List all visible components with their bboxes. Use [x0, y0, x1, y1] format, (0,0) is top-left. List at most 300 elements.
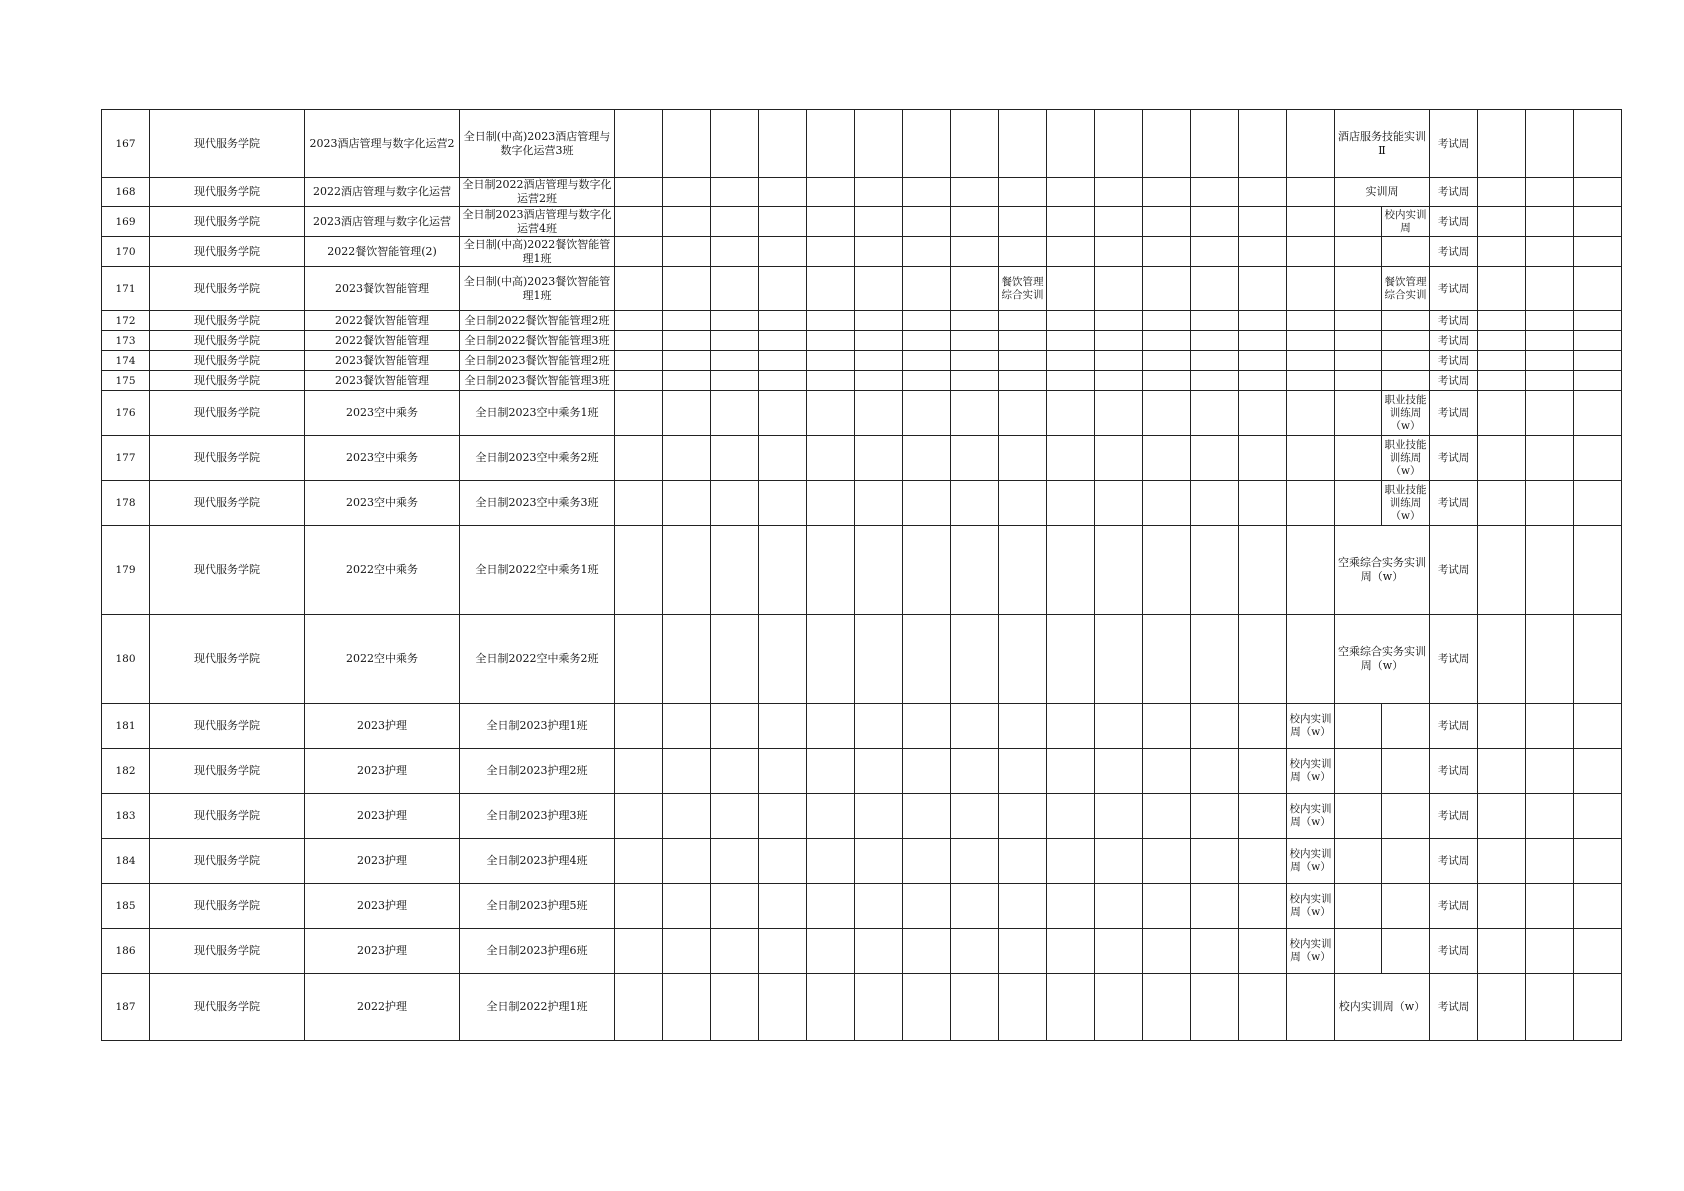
row-number-cell: 167 — [102, 110, 150, 178]
week-6-cell — [855, 615, 903, 704]
week-7-cell — [903, 974, 951, 1041]
college-cell: 现代服务学院 — [150, 237, 305, 267]
week-5-cell — [807, 526, 855, 615]
week-15-cell: 校内实训周（w） — [1287, 839, 1335, 884]
row-number-cell: 180 — [102, 615, 150, 704]
tail-cell-3 — [1574, 436, 1622, 481]
tail-cell-2 — [1526, 391, 1574, 436]
week-3-cell — [711, 237, 759, 267]
week-10-cell — [1047, 311, 1095, 331]
tail-cell-1 — [1478, 267, 1526, 311]
tail-cell-1 — [1478, 311, 1526, 331]
week-9-cell — [999, 749, 1047, 794]
week-8-cell — [951, 526, 999, 615]
exam-week-cell: 考试周 — [1430, 436, 1478, 481]
table-row — [102, 884, 1622, 929]
week-8-cell — [951, 839, 999, 884]
week-13-cell — [1191, 615, 1239, 704]
week-13-cell — [1191, 351, 1239, 371]
week-11-cell — [1095, 436, 1143, 481]
week-2-cell — [663, 178, 711, 207]
college-cell: 现代服务学院 — [150, 615, 305, 704]
practice-cell-b: 校内实训周 — [1382, 207, 1430, 237]
tail-cell-2 — [1526, 267, 1574, 311]
week-7-cell — [903, 704, 951, 749]
tail-cell-1 — [1478, 884, 1526, 929]
week-2-cell — [663, 794, 711, 839]
week-13-cell — [1191, 526, 1239, 615]
week-1-cell — [615, 526, 663, 615]
tail-cell-2 — [1526, 371, 1574, 391]
week-4-cell — [759, 839, 807, 884]
week-15-cell — [1287, 311, 1335, 331]
week-1-cell — [615, 615, 663, 704]
class-cell: 全日制2022空中乘务2班 — [460, 615, 615, 704]
tail-cell-2 — [1526, 351, 1574, 371]
tail-cell-3 — [1574, 331, 1622, 351]
college-cell: 现代服务学院 — [150, 839, 305, 884]
week-2-cell — [663, 436, 711, 481]
major-cell: 2023酒店管理与数字化运营2 — [305, 110, 460, 178]
practice-cell-b: 职业技能训练周（w） — [1382, 436, 1430, 481]
practice-cell-a — [1335, 207, 1382, 237]
week-9-cell — [999, 929, 1047, 974]
week-7-cell — [903, 110, 951, 178]
week-15-cell: 校内实训周（w） — [1287, 929, 1335, 974]
week-5-cell — [807, 974, 855, 1041]
tail-cell-2 — [1526, 749, 1574, 794]
week-10-cell — [1047, 839, 1095, 884]
week-4-cell — [759, 615, 807, 704]
practice-cell-a — [1335, 481, 1382, 526]
week-12-cell — [1143, 884, 1191, 929]
week-1-cell — [615, 436, 663, 481]
tail-cell-1 — [1478, 974, 1526, 1041]
row-number-cell: 174 — [102, 351, 150, 371]
week-6-cell — [855, 237, 903, 267]
week-5-cell — [807, 311, 855, 331]
tail-cell-3 — [1574, 311, 1622, 331]
week-13-cell — [1191, 391, 1239, 436]
week-10-cell — [1047, 237, 1095, 267]
week-8-cell — [951, 331, 999, 351]
week-11-cell — [1095, 178, 1143, 207]
week-12-cell — [1143, 749, 1191, 794]
week-7-cell — [903, 749, 951, 794]
week-5-cell — [807, 794, 855, 839]
class-cell: 全日制2023护理2班 — [460, 749, 615, 794]
row-number-cell: 170 — [102, 237, 150, 267]
class-cell: 全日制2023护理6班 — [460, 929, 615, 974]
week-8-cell — [951, 929, 999, 974]
week-8-cell — [951, 794, 999, 839]
week-6-cell — [855, 884, 903, 929]
week-6-cell — [855, 929, 903, 974]
row-number-cell: 181 — [102, 704, 150, 749]
week-15-cell: 校内实训周（w） — [1287, 749, 1335, 794]
row-number-cell: 169 — [102, 207, 150, 237]
exam-week-cell: 考试周 — [1430, 749, 1478, 794]
week-11-cell — [1095, 351, 1143, 371]
practice-cell-b — [1382, 331, 1430, 351]
table-row — [102, 974, 1622, 1041]
tail-cell-3 — [1574, 704, 1622, 749]
row-number-cell: 184 — [102, 839, 150, 884]
week-4-cell — [759, 794, 807, 839]
week-13-cell — [1191, 794, 1239, 839]
week-4-cell — [759, 351, 807, 371]
week-12-cell — [1143, 207, 1191, 237]
major-cell: 2023餐饮智能管理 — [305, 371, 460, 391]
week-11-cell — [1095, 331, 1143, 351]
tail-cell-3 — [1574, 794, 1622, 839]
week-14-cell — [1239, 391, 1287, 436]
exam-week-cell: 考试周 — [1430, 615, 1478, 704]
week-3-cell — [711, 974, 759, 1041]
class-cell: 全日制2023酒店管理与数字化运营4班 — [460, 207, 615, 237]
week-1-cell — [615, 749, 663, 794]
table-row — [102, 267, 1622, 311]
week-11-cell — [1095, 704, 1143, 749]
exam-week-cell: 考试周 — [1430, 207, 1478, 237]
major-cell: 2023餐饮智能管理 — [305, 351, 460, 371]
college-cell: 现代服务学院 — [150, 371, 305, 391]
week-4-cell — [759, 267, 807, 311]
week-3-cell — [711, 110, 759, 178]
class-cell: 全日制(中高)2023餐饮智能管理1班 — [460, 267, 615, 311]
week-14-cell — [1239, 884, 1287, 929]
week-4-cell — [759, 110, 807, 178]
tail-cell-1 — [1478, 839, 1526, 884]
week-4-cell — [759, 749, 807, 794]
week-13-cell — [1191, 704, 1239, 749]
row-number-cell: 168 — [102, 178, 150, 207]
tail-cell-2 — [1526, 526, 1574, 615]
week-6-cell — [855, 436, 903, 481]
week-15-cell — [1287, 207, 1335, 237]
week-2-cell — [663, 110, 711, 178]
week-10-cell — [1047, 267, 1095, 311]
practice-cell-a — [1335, 237, 1382, 267]
practice-cell: 校内实训周（w） — [1335, 974, 1430, 1041]
week-10-cell — [1047, 351, 1095, 371]
week-3-cell — [711, 331, 759, 351]
table-row — [102, 110, 1622, 178]
major-cell: 2023护理 — [305, 749, 460, 794]
week-4-cell — [759, 371, 807, 391]
table-row — [102, 526, 1622, 615]
table-row — [102, 237, 1622, 267]
tail-cell-2 — [1526, 615, 1574, 704]
exam-week-cell: 考试周 — [1430, 839, 1478, 884]
week-12-cell — [1143, 615, 1191, 704]
week-13-cell — [1191, 267, 1239, 311]
week-4-cell — [759, 481, 807, 526]
practice-cell: 空乘综合实务实训周（w） — [1335, 526, 1430, 615]
week-15-cell — [1287, 371, 1335, 391]
week-3-cell — [711, 371, 759, 391]
week-1-cell — [615, 391, 663, 436]
week-1-cell — [615, 178, 663, 207]
tail-cell-2 — [1526, 331, 1574, 351]
week-6-cell — [855, 526, 903, 615]
week-6-cell — [855, 207, 903, 237]
week-14-cell — [1239, 615, 1287, 704]
week-11-cell — [1095, 481, 1143, 526]
week-15-cell — [1287, 974, 1335, 1041]
table-row — [102, 178, 1622, 207]
tail-cell-2 — [1526, 311, 1574, 331]
week-14-cell — [1239, 207, 1287, 237]
tail-cell-1 — [1478, 351, 1526, 371]
tail-cell-2 — [1526, 436, 1574, 481]
tail-cell-3 — [1574, 615, 1622, 704]
week-12-cell — [1143, 331, 1191, 351]
practice-cell-b — [1382, 704, 1430, 749]
row-number-cell: 178 — [102, 481, 150, 526]
table-row — [102, 207, 1622, 237]
practice-cell-b — [1382, 749, 1430, 794]
week-9-cell — [999, 311, 1047, 331]
week-6-cell — [855, 839, 903, 884]
week-12-cell — [1143, 178, 1191, 207]
class-cell: 全日制2023餐饮智能管理2班 — [460, 351, 615, 371]
week-5-cell — [807, 391, 855, 436]
major-cell: 2022空中乘务 — [305, 615, 460, 704]
week-9-cell — [999, 436, 1047, 481]
exam-week-cell: 考试周 — [1430, 794, 1478, 839]
week-4-cell — [759, 207, 807, 237]
week-7-cell — [903, 178, 951, 207]
week-11-cell — [1095, 526, 1143, 615]
week-3-cell — [711, 884, 759, 929]
table-row — [102, 704, 1622, 749]
week-6-cell — [855, 110, 903, 178]
week-13-cell — [1191, 331, 1239, 351]
week-14-cell — [1239, 311, 1287, 331]
tail-cell-1 — [1478, 178, 1526, 207]
week-5-cell — [807, 237, 855, 267]
week-7-cell — [903, 794, 951, 839]
week-7-cell — [903, 436, 951, 481]
week-9-cell — [999, 371, 1047, 391]
tail-cell-3 — [1574, 267, 1622, 311]
major-cell: 2022酒店管理与数字化运营 — [305, 178, 460, 207]
class-cell: 全日制2022酒店管理与数字化运营2班 — [460, 178, 615, 207]
college-cell: 现代服务学院 — [150, 974, 305, 1041]
college-cell: 现代服务学院 — [150, 207, 305, 237]
major-cell: 2023餐饮智能管理 — [305, 267, 460, 311]
week-10-cell — [1047, 704, 1095, 749]
week-2-cell — [663, 615, 711, 704]
week-11-cell — [1095, 371, 1143, 391]
tail-cell-3 — [1574, 929, 1622, 974]
college-cell: 现代服务学院 — [150, 481, 305, 526]
college-cell: 现代服务学院 — [150, 794, 305, 839]
week-7-cell — [903, 237, 951, 267]
week-6-cell — [855, 391, 903, 436]
week-13-cell — [1191, 884, 1239, 929]
week-7-cell — [903, 929, 951, 974]
week-9-cell — [999, 704, 1047, 749]
tail-cell-1 — [1478, 371, 1526, 391]
row-number-cell: 176 — [102, 391, 150, 436]
exam-week-cell: 考试周 — [1430, 974, 1478, 1041]
week-12-cell — [1143, 311, 1191, 331]
week-12-cell — [1143, 481, 1191, 526]
week-5-cell — [807, 331, 855, 351]
week-2-cell — [663, 526, 711, 615]
week-8-cell — [951, 237, 999, 267]
row-number-cell: 182 — [102, 749, 150, 794]
week-3-cell — [711, 481, 759, 526]
week-15-cell — [1287, 391, 1335, 436]
week-13-cell — [1191, 311, 1239, 331]
college-cell: 现代服务学院 — [150, 526, 305, 615]
week-4-cell — [759, 311, 807, 331]
week-11-cell — [1095, 615, 1143, 704]
week-8-cell — [951, 311, 999, 331]
week-8-cell — [951, 436, 999, 481]
tail-cell-3 — [1574, 526, 1622, 615]
week-5-cell — [807, 178, 855, 207]
week-2-cell — [663, 351, 711, 371]
week-14-cell — [1239, 351, 1287, 371]
week-9-cell — [999, 351, 1047, 371]
week-13-cell — [1191, 929, 1239, 974]
tail-cell-2 — [1526, 974, 1574, 1041]
row-number-cell: 185 — [102, 884, 150, 929]
week-7-cell — [903, 267, 951, 311]
week-13-cell — [1191, 974, 1239, 1041]
week-3-cell — [711, 929, 759, 974]
week-3-cell — [711, 178, 759, 207]
tail-cell-1 — [1478, 794, 1526, 839]
week-2-cell — [663, 839, 711, 884]
week-15-cell — [1287, 615, 1335, 704]
week-12-cell — [1143, 526, 1191, 615]
week-4-cell — [759, 526, 807, 615]
practice-cell-b — [1382, 794, 1430, 839]
tail-cell-1 — [1478, 391, 1526, 436]
week-10-cell — [1047, 794, 1095, 839]
week-4-cell — [759, 178, 807, 207]
week-15-cell — [1287, 178, 1335, 207]
college-cell: 现代服务学院 — [150, 110, 305, 178]
week-7-cell — [903, 839, 951, 884]
week-5-cell — [807, 839, 855, 884]
week-10-cell — [1047, 110, 1095, 178]
week-2-cell — [663, 331, 711, 351]
week-9-cell — [999, 794, 1047, 839]
week-10-cell — [1047, 929, 1095, 974]
tail-cell-2 — [1526, 839, 1574, 884]
week-1-cell — [615, 704, 663, 749]
week-2-cell — [663, 371, 711, 391]
practice-cell: 空乘综合实务实训周（w） — [1335, 615, 1430, 704]
week-15-cell: 校内实训周（w） — [1287, 794, 1335, 839]
exam-week-cell: 考试周 — [1430, 110, 1478, 178]
week-12-cell — [1143, 704, 1191, 749]
tail-cell-3 — [1574, 237, 1622, 267]
week-3-cell — [711, 267, 759, 311]
week-13-cell — [1191, 436, 1239, 481]
week-1-cell — [615, 481, 663, 526]
exam-week-cell: 考试周 — [1430, 311, 1478, 331]
practice-cell-a — [1335, 311, 1382, 331]
week-6-cell — [855, 794, 903, 839]
week-13-cell — [1191, 207, 1239, 237]
table-row — [102, 749, 1622, 794]
college-cell: 现代服务学院 — [150, 749, 305, 794]
week-5-cell — [807, 110, 855, 178]
week-12-cell — [1143, 237, 1191, 267]
class-cell: 全日制(中高)2022餐饮智能管理1班 — [460, 237, 615, 267]
college-cell: 现代服务学院 — [150, 704, 305, 749]
practice-cell: 实训周 — [1335, 178, 1430, 207]
week-6-cell — [855, 178, 903, 207]
week-2-cell — [663, 704, 711, 749]
week-7-cell — [903, 371, 951, 391]
week-1-cell — [615, 267, 663, 311]
table-row — [102, 391, 1622, 436]
week-14-cell — [1239, 371, 1287, 391]
week-14-cell — [1239, 794, 1287, 839]
tail-cell-1 — [1478, 436, 1526, 481]
week-11-cell — [1095, 391, 1143, 436]
tail-cell-2 — [1526, 794, 1574, 839]
major-cell: 2023护理 — [305, 884, 460, 929]
row-number-cell: 171 — [102, 267, 150, 311]
week-14-cell — [1239, 110, 1287, 178]
row-number-cell: 187 — [102, 974, 150, 1041]
table-row — [102, 311, 1622, 331]
week-13-cell — [1191, 237, 1239, 267]
week-6-cell — [855, 311, 903, 331]
week-10-cell — [1047, 436, 1095, 481]
week-10-cell — [1047, 884, 1095, 929]
week-9-cell — [999, 331, 1047, 351]
week-4-cell — [759, 331, 807, 351]
practice-cell-a — [1335, 371, 1382, 391]
week-15-cell: 校内实训周（w） — [1287, 884, 1335, 929]
schedule-rows — [102, 110, 1622, 1041]
week-3-cell — [711, 839, 759, 884]
week-11-cell — [1095, 110, 1143, 178]
week-6-cell — [855, 351, 903, 371]
tail-cell-1 — [1478, 237, 1526, 267]
week-1-cell — [615, 311, 663, 331]
week-14-cell — [1239, 267, 1287, 311]
tail-cell-1 — [1478, 929, 1526, 974]
week-1-cell — [615, 974, 663, 1041]
week-3-cell — [711, 704, 759, 749]
college-cell: 现代服务学院 — [150, 436, 305, 481]
week-9-cell — [999, 481, 1047, 526]
week-1-cell — [615, 110, 663, 178]
tail-cell-2 — [1526, 481, 1574, 526]
week-14-cell — [1239, 178, 1287, 207]
week-1-cell — [615, 884, 663, 929]
week-5-cell — [807, 436, 855, 481]
week-1-cell — [615, 371, 663, 391]
exam-week-cell: 考试周 — [1430, 371, 1478, 391]
week-7-cell — [903, 481, 951, 526]
major-cell: 2023护理 — [305, 929, 460, 974]
week-10-cell — [1047, 207, 1095, 237]
practice-cell-b — [1382, 237, 1430, 267]
tail-cell-1 — [1478, 615, 1526, 704]
